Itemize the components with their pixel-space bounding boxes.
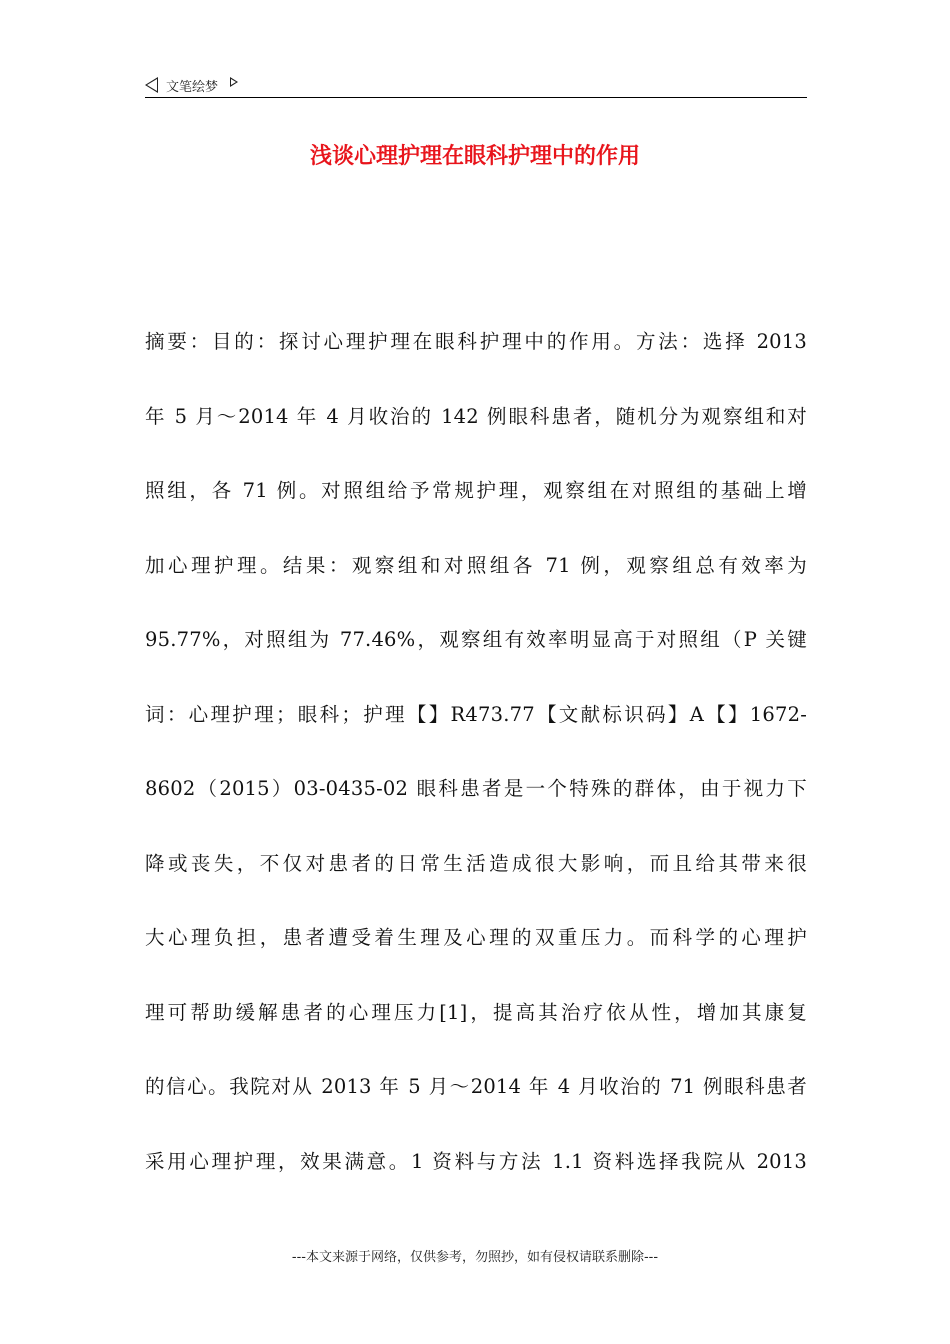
- header-divider: [145, 97, 807, 98]
- body-line: 理可帮助缓解患者的心理压力[1]，提高其治疗依从性，增加其康复: [145, 1000, 807, 1024]
- body-line: 加心理护理。结果：观察组和对照组各 71 例，观察组总有效率为: [145, 553, 807, 577]
- document-title: 浅谈心理护理在眼科护理中的作用: [309, 144, 640, 169]
- triangle-right-icon: [230, 77, 238, 87]
- page-header: [145, 74, 807, 96]
- body-line: 年 5 月～2014 年 4 月收治的 142 例眼科患者，随机分为观察组和对: [145, 404, 807, 428]
- body-line: 8602（2015）03-0435-02 眼科患者是一个特殊的群体，由于视力下: [145, 777, 807, 800]
- body-line: 照组，各 71 例。对照组给予常规护理，观察组在对照组的基础上增: [145, 479, 807, 502]
- body-line: 95.77%，对照组为 77.46%，观察组有效率明显高于对照组（P 关键: [145, 628, 807, 651]
- page-footer: ---本文来源于网络，仅供参考，勿照抄，如有侵权请联系删除---: [291, 1250, 659, 1265]
- body-line: 的信心。我院对从 2013 年 5 月～2014 年 4 月收治的 71 例眼科患者: [145, 1075, 807, 1098]
- body-line: 采用心理护理，效果满意。1 资料与方法 1.1 资料选择我院从 2013: [145, 1149, 807, 1173]
- body-line: 降或丧失，不仅对患者的日常生活造成很大影响，而且给其带来很: [145, 851, 807, 875]
- body-line: 摘要：目的：探讨心理护理在眼科护理中的作用。方法：选择 2013: [145, 330, 807, 353]
- body-line: 大心理负担，患者遭受着生理及心理的双重压力。而科学的心理护: [145, 926, 807, 949]
- body-line: 词：心理护理；眼科；护理【】R473.77【文献标识码】A【】1672-: [145, 702, 807, 726]
- document-body: [145, 322, 807, 1216]
- header-label: 文笔绘梦: [166, 79, 219, 95]
- triangle-left-icon: [145, 77, 158, 93]
